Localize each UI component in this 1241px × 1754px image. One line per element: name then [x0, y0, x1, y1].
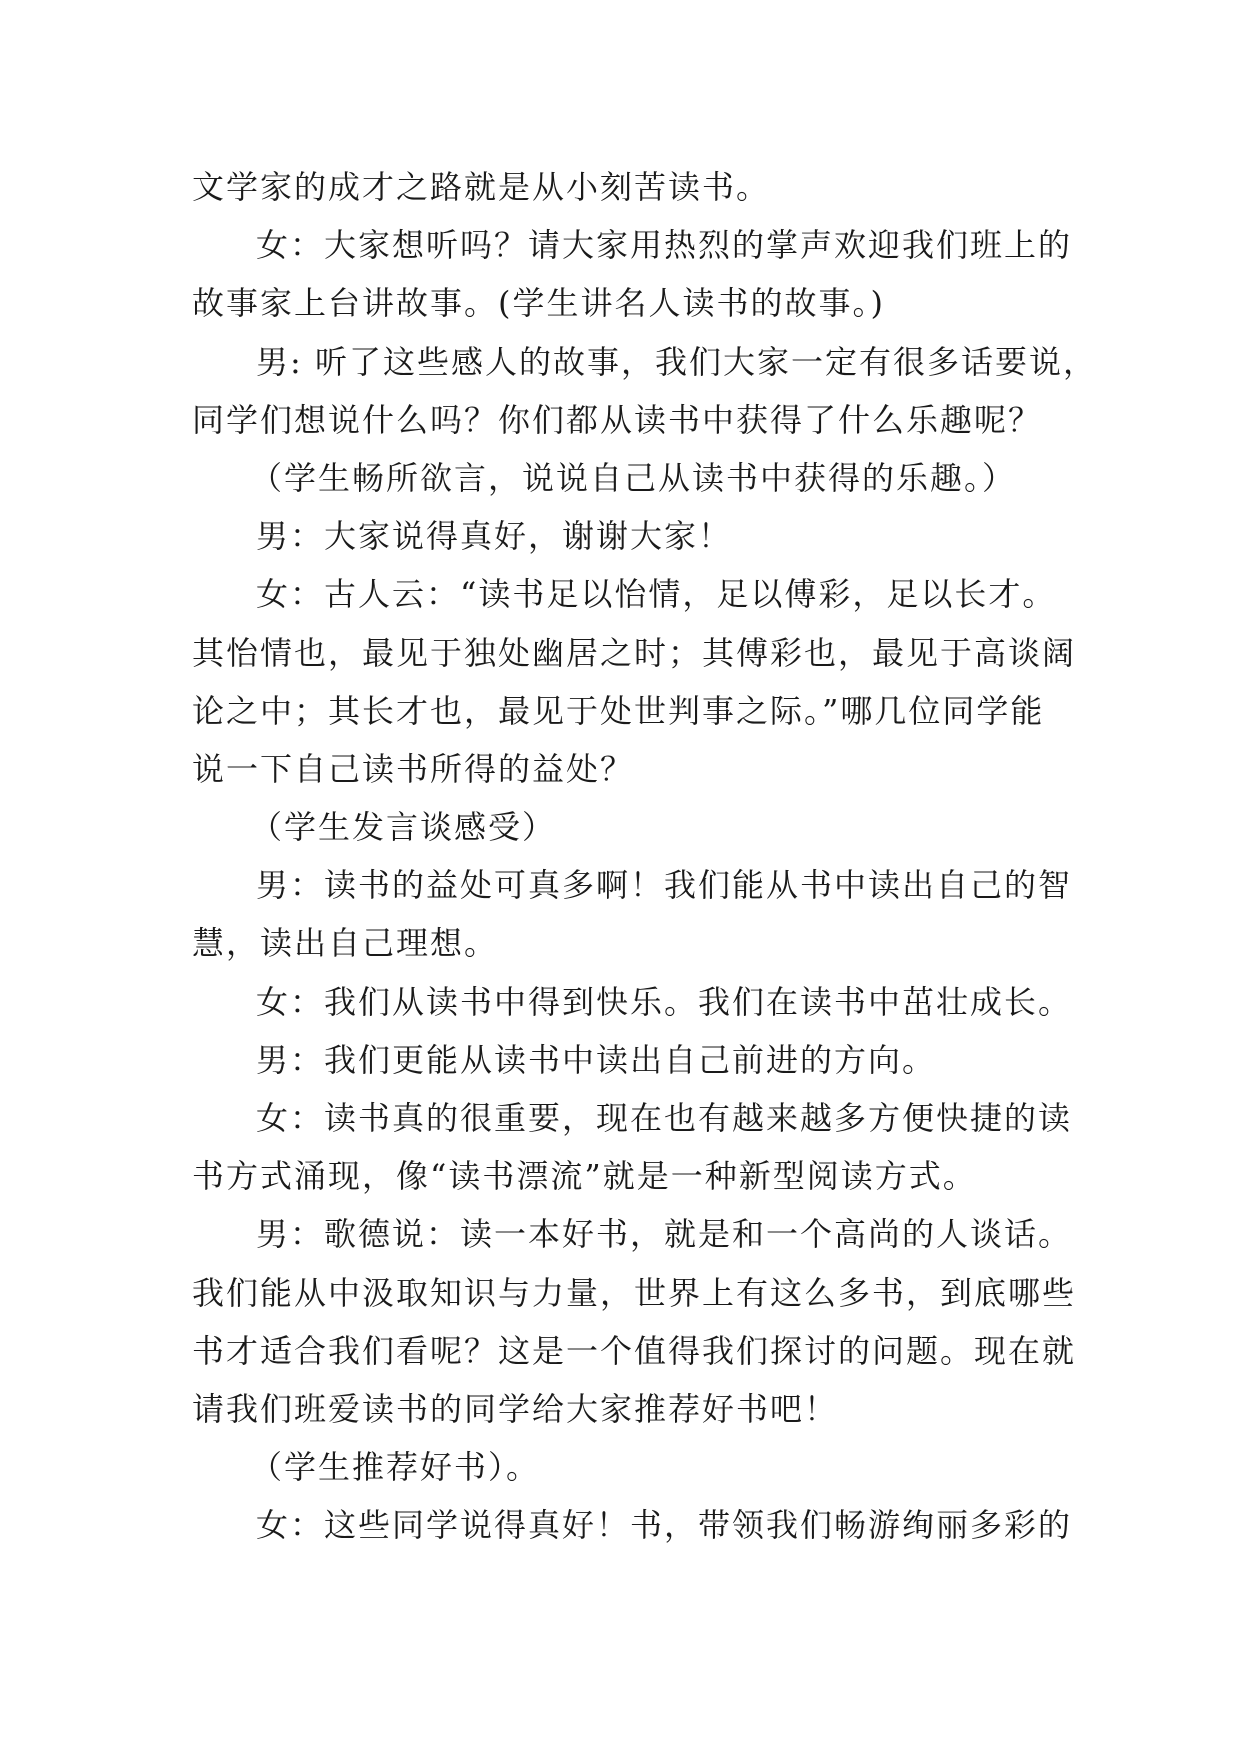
text-line: 我们能从中汲取知识与力量，世界上有这么多书，到底哪些 — [192, 1273, 1077, 1312]
text-line: 故事家上台讲故事。(学生讲名人读书的故事。) — [192, 284, 885, 323]
text-line: 文学家的成才之路就是从小刻苦读书。 — [192, 168, 771, 206]
text-line: 同学们想说什么吗？你们都从读书中获得了什么乐趣呢？ — [192, 400, 1043, 439]
text-line: （学生畅所欲言，说说自己从读书中获得的乐趣。） — [250, 458, 1017, 497]
text-line: 男: 听了这些感人的故事，我们大家一定有很多话要说， — [256, 342, 1097, 381]
text-line: 请我们班爱读书的同学给大家推荐好书吧！ — [192, 1389, 839, 1428]
text-line: 女：这些同学说得真好！书，带领我们畅游绚丽多彩的 — [256, 1506, 1073, 1545]
text-line: 男：读书的益处可真多啊！我们能从书中读出自己的智 — [256, 866, 1073, 905]
text-line: 男：大家说得真好，谢谢大家！ — [256, 517, 733, 556]
text-line: （学生发言谈感受） — [250, 808, 557, 847]
text-line: 慧，读出自己理想。 — [192, 924, 499, 963]
text-line: 说一下自己读书所得的益处？ — [192, 749, 635, 788]
document-body — [192, 158, 1097, 1555]
text-line: 男：我们更能从读书中读出自己前进的方向。 — [256, 1040, 937, 1079]
text-line: 女：大家想听吗？请大家用热烈的掌声欢迎我们班上的 — [256, 226, 1073, 265]
text-line: 书方式涌现，像“读书漂流”就是一种新型阅读方式。 — [192, 1157, 977, 1196]
text-line: 女：读书真的很重要，现在也有越来越多方便快捷的读 — [256, 1099, 1073, 1137]
text-line: 其怡情也，最见于独处幽居之时；其傅彩也，最见于高谈阔 — [192, 633, 1077, 672]
text-line: （学生推荐好书）。 — [250, 1448, 541, 1487]
text-line: 男：歌德说：读一本好书，就是和一个高尚的人谈话。 — [256, 1215, 1073, 1254]
text-line: 女：古人云：“读书足以怡情，足以傅彩，足以长才。 — [256, 575, 1057, 614]
text-line: 女：我们从读书中得到快乐。我们在读书中茁壮成长。 — [256, 982, 1073, 1021]
text-line: 书才适合我们看呢？这是一个值得我们探讨的问题。现在就 — [192, 1331, 1077, 1370]
text-line: 论之中；其长才也，最见于处世判事之际。”哪几位同学能 — [192, 691, 1045, 730]
